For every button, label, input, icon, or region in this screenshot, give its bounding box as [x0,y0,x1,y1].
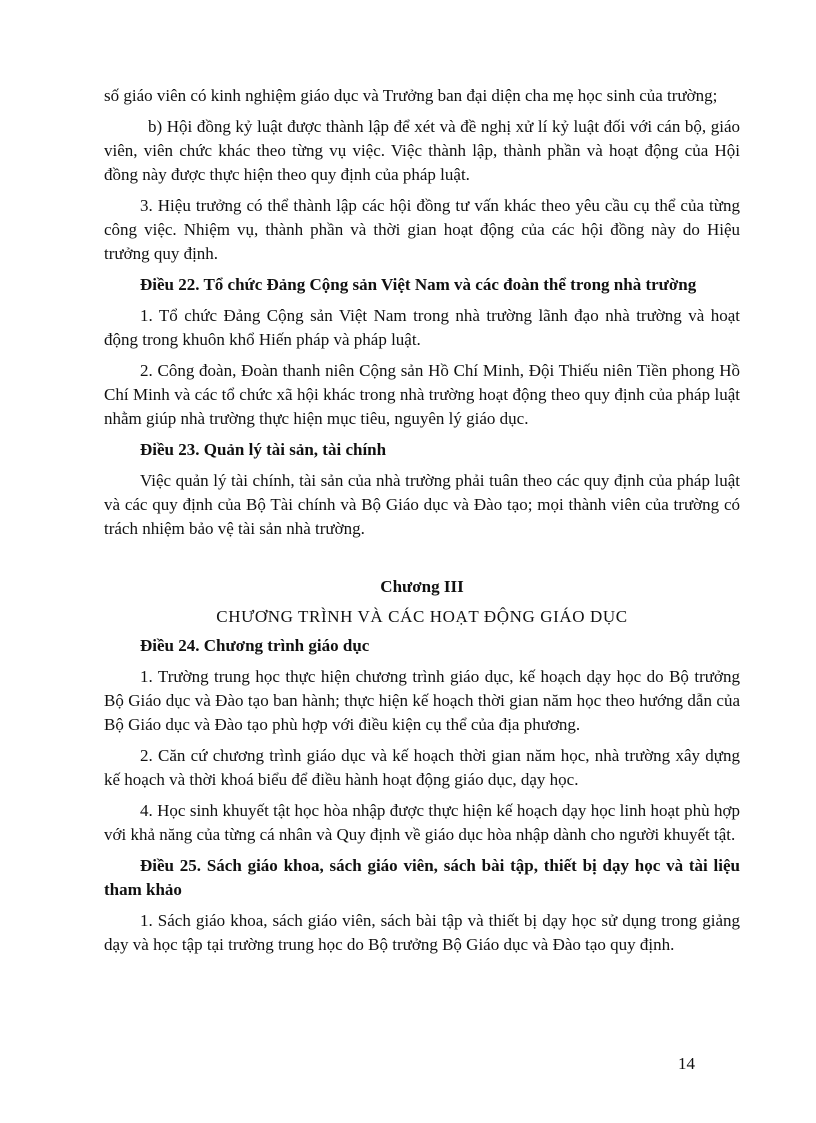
paragraph: 2. Căn cứ chương trình giáo dục và kế hoạch thời gian năm học, nhà trường xây dựng kế hoạch và thời khoá biểu để điều hành hoạt động giáo dục, dạy học. [104,746,740,789]
paragraph: 3. Hiệu trưởng có thể thành lập các hội đồng tư vấn khác theo yêu cầu cụ thể của từng công việc. Nhiệm vụ, thành phần và thời gian hoạt động của các hội đồng này do Hiệu trưởng quy định. [104,196,740,263]
chapter-heading: Chương III [380,577,464,596]
page-number: 14 [678,1054,695,1073]
paragraph: số giáo viên có kinh nghiệm giáo dục và Trưởng ban đại diện cha mẹ học sinh của trường; [104,86,718,105]
paragraph: 1. Trường trung học thực hiện chương trình giáo dục, kế hoạch dạy học do Bộ trưởng Bộ Giáo dục và Đào tạo ban hành; thực hiện kế hoạch thời gian năm học theo hướng dẫn của Bộ Giáo dục và Đào tạo phù hợp với điều kiện cụ thể của địa phương. [104,667,740,734]
paragraph: b) Hội đồng kỷ luật được thành lập để xét và đề nghị xử lí kỷ luật đối với cán bộ, giáo viên, viên chức khác theo từng vụ việc. Việc thành lập, thành phần và hoạt động của Hội đồng này được thực hiện theo quy định của pháp luật. [104,117,740,184]
article-heading: Điều 25. Sách giáo khoa, sách giáo viên, sách bài tập, thiết bị dạy học và tài liệu tham khảo [104,856,740,899]
article-heading: Điều 24. Chương trình giáo dục [140,636,370,655]
paragraph: 2. Công đoàn, Đoàn thanh niên Cộng sản Hồ Chí Minh, Đội Thiếu niên Tiền phong Hồ Chí Minh và các tổ chức xã hội khác trong nhà trường hoạt động theo quy định của pháp luật nhằm giúp nhà trường thực hiện mục tiêu, nguyên lý giáo dục. [104,361,740,428]
chapter-title: CHƯƠNG TRÌNH VÀ CÁC HOẠT ĐỘNG GIÁO DỤC [216,607,628,626]
article-heading: Điều 22. Tổ chức Đảng Cộng sản Việt Nam và các đoàn thể trong nhà trường [140,275,697,294]
paragraph: 1. Tổ chức Đảng Cộng sản Việt Nam trong nhà trường lãnh đạo nhà trường và hoạt động trong khuôn khổ Hiến pháp và pháp luật. [104,306,740,349]
paragraph: 1. Sách giáo khoa, sách giáo viên, sách bài tập và thiết bị dạy học sử dụng trong giảng dạy và học tập tại trường trung học do Bộ trưởng Bộ Giáo dục và Đào tạo quy định. [104,911,740,954]
document-page [104,84,740,964]
paragraph: 4. Học sinh khuyết tật học hòa nhập được thực hiện kế hoạch dạy học linh hoạt phù hợp với khả năng của từng cá nhân và Quy định về giáo dục hòa nhập dành cho người khuyết tật. [104,801,740,844]
article-heading: Điều 23. Quản lý tài sản, tài chính [140,440,387,459]
paragraph: Việc quản lý tài chính, tài sản của nhà trường phải tuân theo các quy định của pháp luật và các quy định của Bộ Tài chính và Bộ Giáo dục và Đào tạo; mọi thành viên của trường có trách nhiệm bảo vệ tài sản nhà trường. [104,471,740,538]
